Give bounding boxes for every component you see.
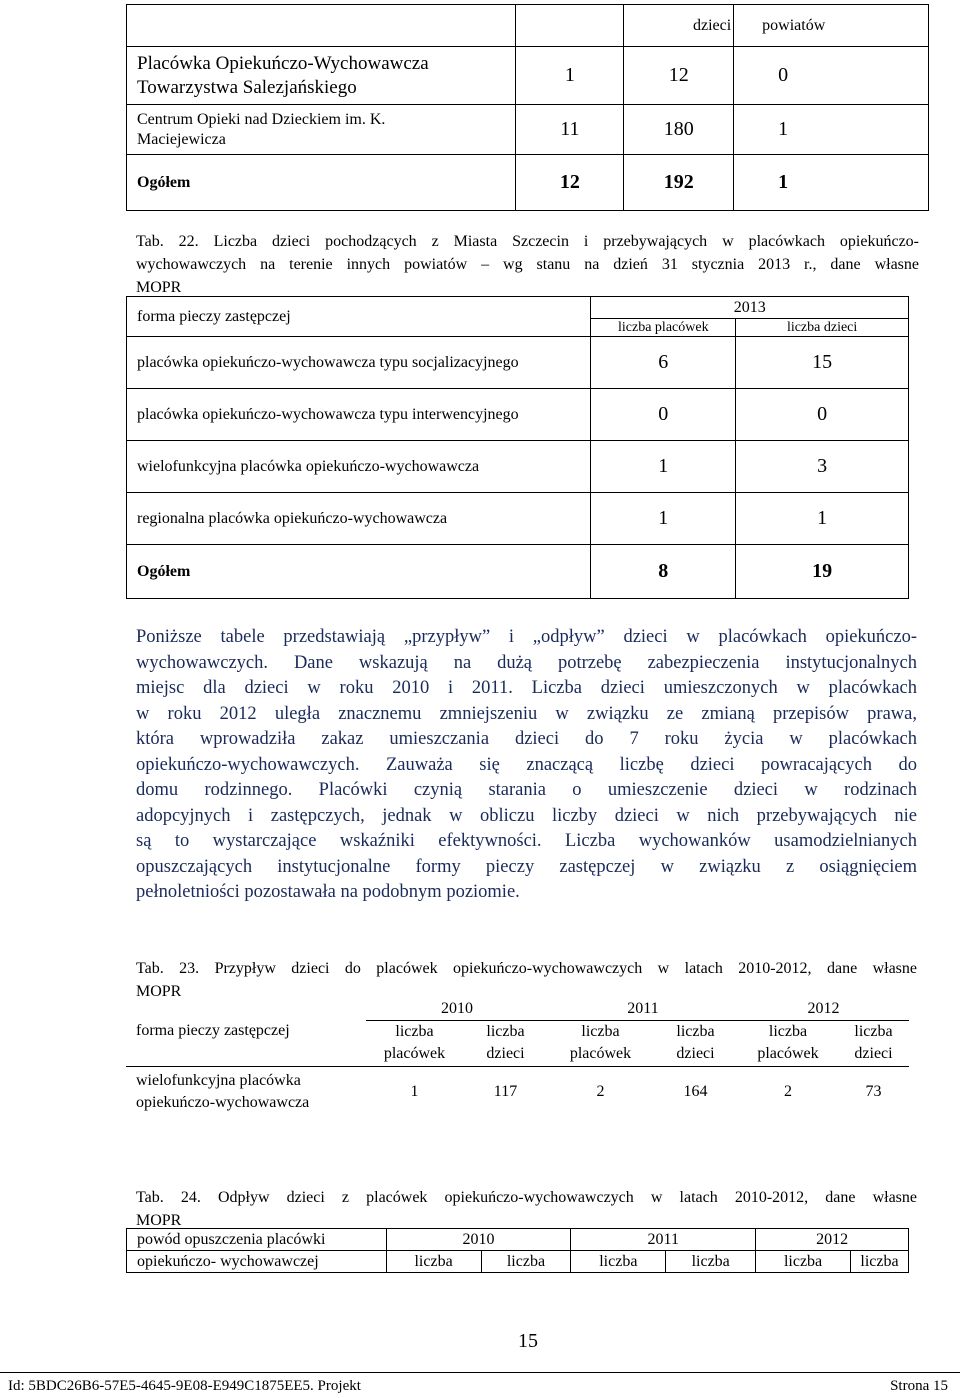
- sub-header: [463, 1020, 548, 1066]
- row-label-line: wielofunkcyjna placówka: [136, 1072, 301, 1090]
- caption-line: Tab. 22. Liczba dzieci pochodzących z Miasta Szczecin i przebywających w placówkach opiekuńczo-: [136, 233, 919, 250]
- sub-header-bottom: placówek: [569, 1045, 632, 1062]
- sub-header-top: liczba: [395, 1023, 434, 1040]
- sub-header-top: liczba: [854, 1023, 893, 1040]
- header-powiatow: powiatów: [734, 5, 929, 47]
- paragraph-line: która wprowadziła zakaz umieszczania dzieci do 7 roku życia w placówkach: [136, 729, 917, 749]
- paragraph-line: pełnoletniości pozostawała na podobnym poziomie.: [136, 882, 520, 902]
- cell-value: 6: [591, 337, 736, 389]
- sub-header-bottom: placówek: [383, 1045, 446, 1062]
- row-label-line: opiekuńczo-wychowawcza: [136, 1094, 310, 1112]
- caption-line: Tab. 24. Odpływ dzieci z placówek opiekuńczo-wychowawczych w latach 2010-2012, dane własne: [136, 1189, 917, 1206]
- paragraph-line: wychowawczych. Dane wskazują na dużą potrzebę zabezpieczenia instytucjonalnych: [136, 652, 917, 673]
- body-paragraph: [136, 625, 917, 906]
- form-header: forma pieczy zastępczej: [136, 1022, 290, 1039]
- total-value: 8: [591, 545, 736, 599]
- form-header: forma pieczy zastępczej: [127, 297, 591, 337]
- sub-header: liczba: [850, 1251, 908, 1273]
- sub-header-bottom: dzieci: [854, 1045, 893, 1062]
- cell-value: 117: [463, 1066, 548, 1118]
- caption-line: Tab. 23. Przypływ dzieci do placówek opiekuńczo-wychowawczych w latach 2010-2012, dane własne: [136, 960, 917, 977]
- year-header: 2011: [548, 998, 738, 1020]
- reason-header-line2: opiekuńczo- wychowawczej: [127, 1251, 387, 1273]
- cell-value: 1: [366, 1066, 463, 1118]
- cell-value: 1: [591, 441, 736, 493]
- col-header-dzieci: liczba dzieci: [736, 319, 909, 337]
- sub-header-top: liczba: [581, 1023, 620, 1040]
- table23-caption: [136, 957, 917, 1003]
- care-forms-table: [126, 296, 909, 599]
- table24-caption: [136, 1186, 917, 1232]
- total-value: 19: [736, 545, 909, 599]
- paragraph-line: adopcyjnych i zastępczych, jednak w obliczu liczby dzieci w nich przebywających nie: [136, 805, 917, 826]
- footer-page-label: Strona 15: [890, 1378, 948, 1394]
- row-label: regionalna placówka opiekuńczo-wychowawcza: [127, 493, 591, 545]
- row-label-line: Placówka Opiekuńczo-Wychowawcza: [137, 52, 429, 74]
- year-header: 2010: [366, 998, 548, 1020]
- year-header: 2011: [571, 1229, 756, 1251]
- row-label: placówka opiekuńczo-wychowawcza typu socjalizacyjnego: [127, 337, 591, 389]
- cell-value: 0: [734, 47, 929, 105]
- caption-line: MOPR: [136, 279, 182, 296]
- cell-value: 11: [516, 105, 624, 155]
- paragraph-line: są to wystarczające wskaźniki efektywności. Liczba wychowanków usamodzielnianych: [136, 831, 917, 851]
- year-header: 2012: [756, 1229, 909, 1251]
- total-label: Ogółem: [127, 155, 516, 211]
- inflow-table: [126, 998, 909, 1118]
- sub-header-bottom: placówek: [757, 1045, 819, 1062]
- sub-header: liczba: [481, 1251, 571, 1273]
- total-value: 12: [516, 155, 624, 211]
- sub-header: [548, 1020, 653, 1066]
- sub-header: liczba: [666, 1251, 756, 1273]
- col-header-placowki: liczba placówek: [591, 319, 736, 337]
- row-label: wielofunkcyjna placówka opiekuńczo-wychowawcza: [127, 441, 591, 493]
- sub-header: liczba: [571, 1251, 666, 1273]
- row-label: placówka opiekuńczo-wychowawcza typu interwencyjnego: [127, 389, 591, 441]
- paragraph-line: w roku 2012 uległa znacznemu zmniejszeniu w związku ze zmianą przepisów prawa,: [136, 703, 917, 724]
- paragraph-line: opuszczających instytucjonalne formy pieczy zastępczej w związku z osiągnięciem: [136, 856, 917, 877]
- cell-value: 15: [736, 337, 909, 389]
- header-blank: [127, 5, 516, 47]
- table22-caption: [136, 230, 919, 299]
- sub-header: [366, 1020, 463, 1066]
- footer-divider: [0, 1372, 960, 1373]
- header-blank: [516, 5, 624, 47]
- cell-value: 12: [624, 47, 734, 105]
- row-label: [126, 1066, 366, 1118]
- sub-header: [838, 1020, 909, 1066]
- cell-value: 3: [736, 441, 909, 493]
- footer-document-id: Id: 5BDC26B6-57E5-4645-9E08-E949C1875EE5. Projekt: [8, 1378, 361, 1394]
- paragraph-line: Poniższe tabele przedstawiają „przypływ” i „odpływ” dzieci w placówkach opiekuńczo-: [136, 627, 917, 647]
- cell-value: 0: [736, 389, 909, 441]
- cell-value: 0: [591, 389, 736, 441]
- paragraph-line: domu rodzinnego. Placówki czynią starania o umieszczenie dzieci w rodzinach: [136, 780, 917, 800]
- row-label-line: Towarzystwa Salezjańskiego: [137, 76, 357, 98]
- sub-header: [653, 1020, 738, 1066]
- cell-value: 1: [516, 47, 624, 105]
- sub-header: liczba: [756, 1251, 851, 1273]
- cell-value: 1: [734, 105, 929, 155]
- page-number: 15: [518, 1330, 538, 1352]
- sub-header: [738, 1020, 838, 1066]
- reason-header: powód opuszczenia placówki: [127, 1229, 387, 1251]
- paragraph-line: miejsc dla dzieci w roku 2010 i 2011. Liczba dzieci umieszczonych w placówkach: [136, 678, 917, 698]
- header-dzieci: dzieci: [624, 5, 734, 47]
- institutions-table: [126, 4, 929, 211]
- cell-value: 1: [736, 493, 909, 545]
- sub-header-top: liczba: [768, 1023, 808, 1040]
- outflow-table: [126, 1228, 909, 1273]
- sub-header-top: liczba: [486, 1023, 525, 1040]
- year-header: 2010: [386, 1229, 571, 1251]
- header-blank: [126, 998, 366, 1020]
- total-value: 1: [734, 155, 929, 211]
- caption-line: MOPR: [136, 983, 182, 1000]
- paragraph-line: opiekuńczo-wychowawczych. Zauważa się znaczącą liczbę dzieci powracających do: [136, 754, 917, 775]
- row-label-line: Centrum Opieki nad Dzieckiem im. K.: [137, 110, 386, 128]
- row-label: [127, 47, 516, 105]
- total-value: 192: [624, 155, 734, 211]
- year-header: 2012: [738, 998, 909, 1020]
- sub-header-bottom: dzieci: [486, 1045, 525, 1062]
- cell-value: 2: [738, 1066, 838, 1118]
- cell-value: 164: [653, 1066, 738, 1118]
- cell-value: 73: [838, 1066, 909, 1118]
- row-label-line: Maciejewicza: [137, 130, 226, 148]
- caption-line: wychowawczych na terenie innych powiatów – wg stanu na dzień 31 stycznia 2013 r., dane własne: [136, 256, 919, 273]
- sub-header-top: liczba: [676, 1023, 715, 1040]
- sub-header: liczba: [386, 1251, 481, 1273]
- sub-header-bottom: dzieci: [676, 1045, 715, 1062]
- caption-line: MOPR: [136, 1212, 182, 1229]
- row-label: [127, 105, 516, 155]
- cell-value: 2: [548, 1066, 653, 1118]
- total-label: Ogółem: [127, 545, 591, 599]
- cell-value: 180: [624, 105, 734, 155]
- year-header: 2013: [591, 297, 909, 319]
- cell-value: 1: [591, 493, 736, 545]
